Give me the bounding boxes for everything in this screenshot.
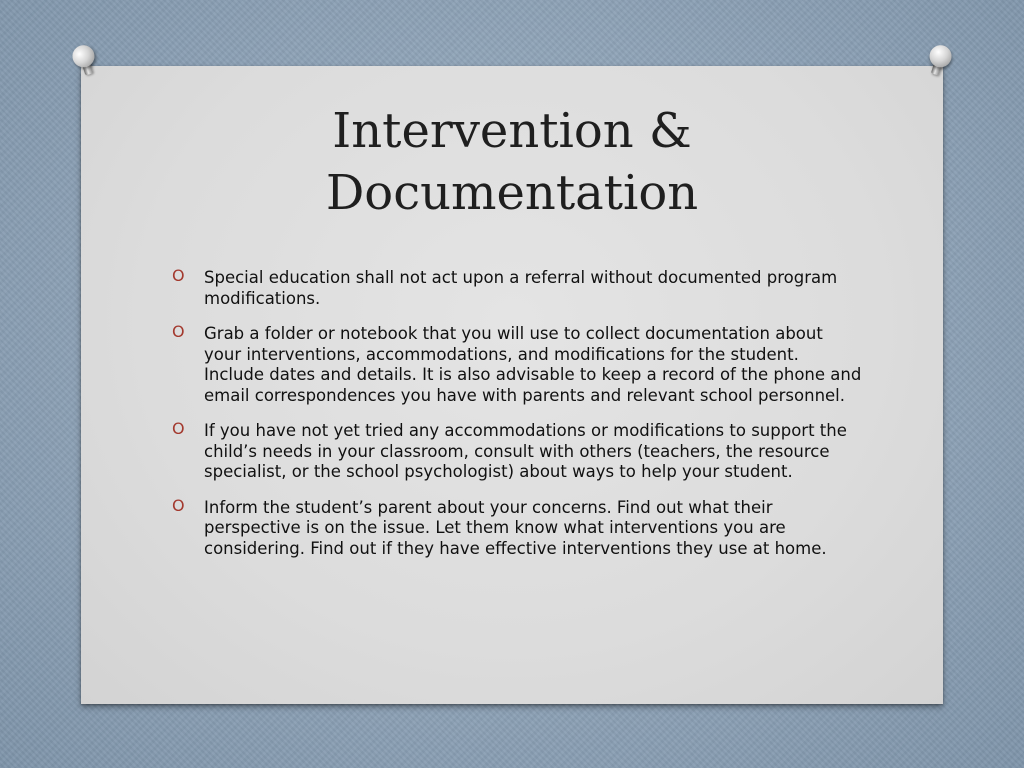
bullet-item (172, 495, 862, 560)
pushpin-icon-left (70, 42, 101, 79)
bullet-list (172, 268, 862, 574)
slide-title (81, 100, 943, 224)
pushpin-icon-right (924, 42, 955, 79)
bullet-marker-icon: O (172, 266, 185, 285)
slide-title-line-2: Documentation (325, 165, 699, 221)
bullet-text: Inform the student’s parent about your concerns. Find out what their perspective is on the issue. Let them know what interventions you are considering. Find out if they have effective interventions they use at home. (204, 497, 827, 558)
bullet-text: If you have not yet tried any accommodations or modifications to support the child’s needs in your classroom, consult with others (teachers, the resource specialist, or the school psychologist) about ways to help your student. (204, 421, 847, 481)
bullet-item (172, 268, 862, 309)
bullet-marker-icon: O (172, 419, 185, 438)
bullet-marker-icon: O (172, 495, 185, 515)
bullet-text: Special education shall not act upon a referral without documented program modifications. (204, 268, 838, 308)
bullet-item (172, 324, 862, 406)
bullet-marker-icon: O (172, 322, 185, 341)
bullet-item (172, 421, 862, 483)
slide-title-line-1: Intervention & (332, 103, 692, 159)
bullet-text: Grab a folder or notebook that you will use to collect documentation about your interventions, accommodations, and modifications for the student. Include dates and details. It is also advisable to keep a record of the phone and email correspondences you have with parents and relevant school personnel. (204, 324, 862, 405)
